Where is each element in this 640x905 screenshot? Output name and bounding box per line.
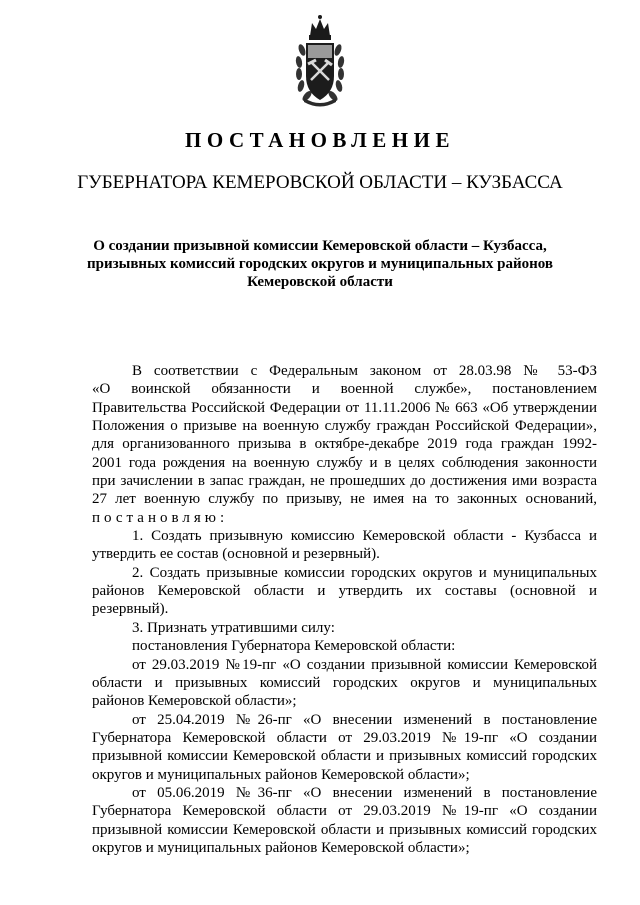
body-line: призывной комиссии Кемеровской области и призывных комиссий городских (92, 821, 597, 838)
body-line: при зачислении в запас граждан, не прошедших до достижения ими возраста (92, 473, 597, 490)
body-line: Губернатора Кемеровской области от 29.03.2019 №19-пг «О создании (92, 803, 597, 820)
body-line: для организованного призыва в октябре-декабре 2019 года граждан 1992- (92, 436, 597, 453)
body-line: 3. Признать утратившими силу: (132, 619, 335, 636)
body-line: области и призывных комиссий городских округов и муниципальных (92, 674, 597, 691)
body-line: «О воинской обязанности и военной службе», постановлением (92, 381, 597, 398)
body-line: районов Кемеровской области и утвердить их составы (основной и (92, 583, 597, 600)
heading-line: О создании призывной комиссии Кемеровской области – Кузбасса, (93, 238, 547, 254)
body-line: В соответствии с Федеральным законом от 28.03.98 № 53-ФЗ (132, 363, 597, 379)
body-line: Губернатора Кемеровской области от 29.03.2019 №19-пг «О создании (92, 729, 597, 746)
issuer-title: ГУБЕРНАТОРА КЕМЕРОВСКОЙ ОБЛАСТИ – КУЗБАССА (77, 172, 563, 193)
body-line: от 29.03.2019 №19-пг «О создании призывной комиссии Кемеровской (132, 656, 597, 673)
body-line: округов и муниципальных районов Кемеровской области»; (92, 839, 470, 856)
body-line: районов Кемеровской области»; (92, 693, 297, 710)
body-line: призывной комиссии Кемеровской области и призывных комиссий городских (92, 748, 597, 765)
body-line: утвердить ее состав (основной и резервный). (92, 546, 380, 563)
body-line: резервный). (92, 601, 169, 618)
decree-heading (60, 237, 580, 291)
decree-body (92, 362, 597, 857)
body-line: от 05.06.2019 №36-пг «О внесении изменений в постановление (132, 784, 597, 801)
body-line: Положения о призыве на военную службу граждан Российской Федерации», (92, 418, 597, 435)
body-line: постановления Губернатора Кемеровской области: (132, 638, 456, 655)
body-line: от 25.04.2019 №26-пг «О внесении изменений в постановление (132, 711, 597, 728)
body-line: 2001 года рождения на военную службу и в целях соблюдения законности (92, 454, 597, 471)
body-line: 1. Создать призывную комиссию Кемеровской области - Кузбасса и (132, 528, 597, 545)
body-line: 2. Создать призывные комиссии городских округов и муниципальных (132, 564, 597, 581)
document-type-title: ПОСТАНОВЛЕНИЕ (185, 128, 455, 152)
heading-line: призывных комиссий городских округов и муниципальных районов (86, 256, 554, 272)
coat-of-arms-emblem (293, 10, 347, 110)
heading-line: Кемеровской области (247, 274, 393, 290)
body-line: 27 лет военную службу по призыву, не имея на то законных оснований, (92, 491, 597, 508)
body-line: округов и муниципальных районов Кемеровской области»; (92, 766, 470, 783)
body-line: Правительства Российской Федерации от 11.11.2006 № 663 «Об утверждении (92, 399, 597, 416)
body-line: постановляю: (92, 509, 229, 526)
